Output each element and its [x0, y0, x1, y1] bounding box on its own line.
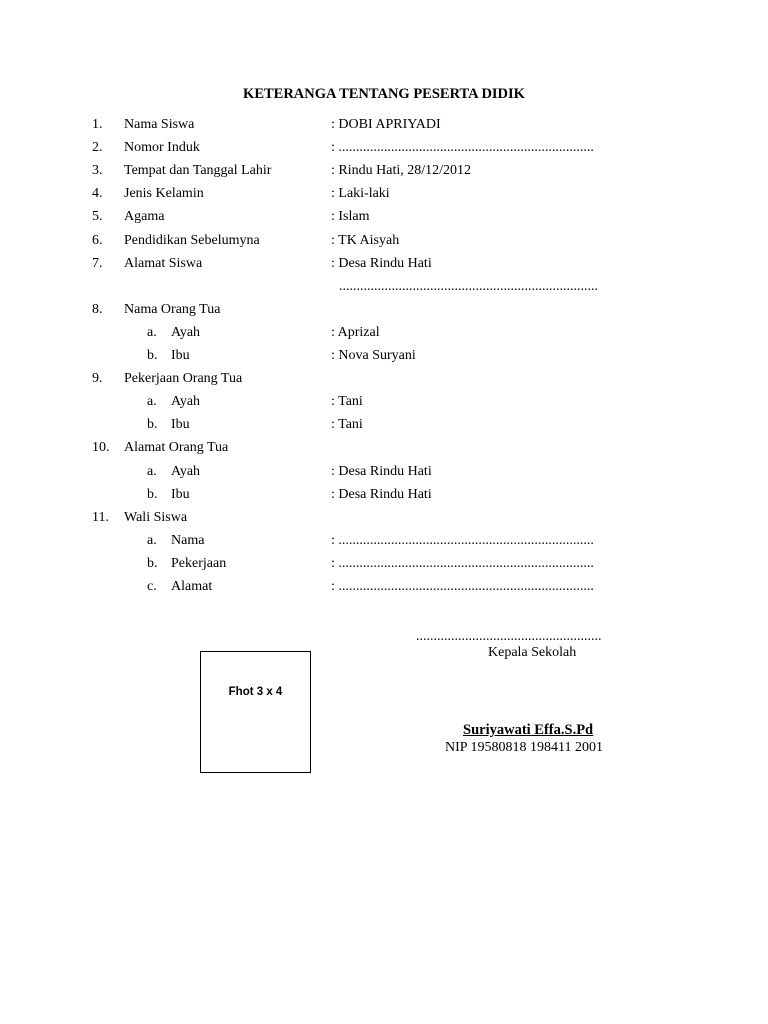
sub-item-label: Nama: [171, 532, 205, 548]
item-value: : DOBI APRIYADI: [331, 117, 441, 132]
sub-item-letter: a.: [147, 394, 157, 410]
item-number: 7.: [92, 255, 103, 271]
sub-item-letter: a.: [147, 463, 157, 479]
form-row: [0, 207, 768, 227]
sub-item-value: : Tani: [331, 394, 363, 410]
item-label: Pekerjaan Orang Tua: [124, 371, 243, 387]
sub-item-label: Ibu: [171, 348, 190, 363]
item-value: : Rindu Hati, 28/12/2012: [331, 163, 471, 179]
item-label: Wali Siswa: [124, 509, 188, 525]
sub-item-value: : .........................................................................: [331, 532, 594, 548]
sub-item-value: : Desa Rindu Hati: [331, 463, 432, 479]
sub-item-value: : Desa Rindu Hati: [331, 486, 432, 502]
signature-place-date-line: .....................................................: [416, 629, 602, 644]
sub-item-value: : .........................................................................: [331, 579, 594, 594]
item-number: 9.: [92, 371, 103, 387]
sub-item-value: : .........................................................................: [331, 555, 594, 571]
form-row: [0, 115, 768, 135]
item-number: 8.: [92, 301, 103, 317]
sub-item-letter: a.: [147, 324, 157, 340]
item-value: : TK Aisyah: [331, 232, 400, 248]
sub-item-label: Ayah: [171, 394, 201, 410]
sub-item-letter: b.: [147, 486, 158, 502]
item-value: : Laki-laki: [331, 186, 390, 202]
item-label: Alamat Orang Tua: [124, 440, 229, 456]
form-sub-row: [0, 392, 768, 412]
item-number: 11.: [92, 509, 109, 525]
item-value: : Desa Rindu Hati: [331, 255, 432, 271]
item-label: Agama: [124, 209, 165, 225]
signature-nip: NIP 19580818 198411 2001: [445, 740, 604, 755]
form-row: [0, 438, 768, 458]
item-label: Tempat dan Tanggal Lahir: [124, 163, 272, 179]
sub-item-label: Ibu: [171, 417, 190, 433]
form-row: [0, 508, 768, 528]
form-row: [0, 254, 768, 274]
form-row: [0, 300, 768, 320]
signature-name: Suriyawati Effa.S.Pd: [463, 722, 594, 738]
item-label: Jenis Kelamin: [124, 186, 204, 202]
sub-item-letter: b.: [147, 555, 158, 571]
form-row-continuation: [0, 277, 768, 297]
sub-item-label: Alamat: [171, 579, 213, 594]
item-number: 1.: [92, 117, 103, 132]
sub-item-label: Pekerjaan: [171, 555, 227, 571]
item-value: : Islam: [331, 209, 370, 225]
sub-item-letter: c.: [147, 579, 157, 594]
form-sub-row: [0, 462, 768, 482]
sub-item-value: : Aprizal: [331, 324, 380, 340]
photo-label: Fhot 3 x 4: [228, 686, 283, 698]
form-sub-row: [0, 346, 768, 366]
form-row: [0, 369, 768, 389]
form-row: [0, 138, 768, 158]
sub-item-value: : Tani: [331, 417, 363, 433]
item-label: Alamat Siswa: [124, 255, 203, 271]
item-label: Pendidikan Sebelumyna: [124, 232, 260, 248]
sub-item-label: Ibu: [171, 486, 190, 502]
form-sub-row: [0, 554, 768, 574]
sub-item-letter: b.: [147, 348, 158, 363]
form-sub-row: [0, 485, 768, 505]
sub-item-label: Ayah: [171, 463, 201, 479]
item-number: 6.: [92, 232, 103, 248]
sub-item-value: : Nova Suryani: [331, 348, 416, 363]
item-label: Nama Siswa: [124, 117, 195, 132]
form-sub-row: [0, 531, 768, 551]
form-sub-row: [0, 577, 768, 597]
form-row: [0, 184, 768, 204]
item-number: 10.: [92, 440, 110, 456]
document-title: KETERANGA TENTANG PESERTA DIDIK: [243, 86, 525, 102]
item-number: 4.: [92, 186, 103, 202]
item-value: : .........................................................................: [331, 140, 594, 156]
photo-placeholder-box: [200, 651, 311, 773]
item-label: Nomor Induk: [124, 140, 200, 156]
form-sub-row: [0, 323, 768, 343]
item-number: 3.: [92, 163, 103, 179]
sub-item-letter: a.: [147, 532, 157, 548]
signature-title: Kepala Sekolah: [488, 645, 577, 660]
item-value-continuation: ..........................................................................: [339, 278, 598, 294]
sub-item-label: Ayah: [171, 324, 201, 340]
form-sub-row: [0, 415, 768, 435]
form-row: [0, 231, 768, 251]
form-row: [0, 161, 768, 181]
item-label: Nama Orang Tua: [124, 301, 221, 317]
item-number: 2.: [92, 140, 103, 156]
sub-item-letter: b.: [147, 417, 158, 433]
item-number: 5.: [92, 209, 103, 225]
